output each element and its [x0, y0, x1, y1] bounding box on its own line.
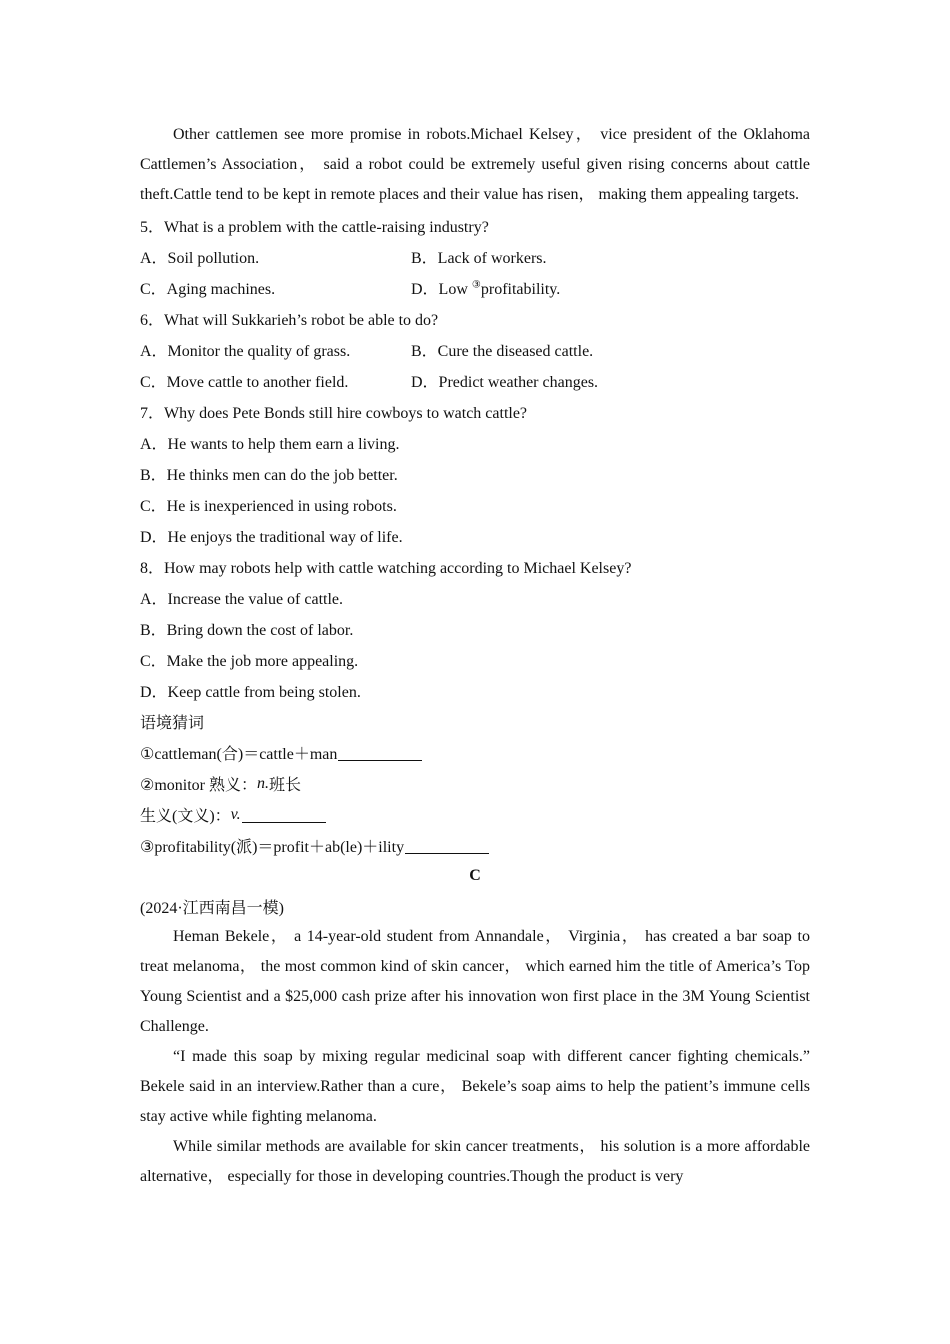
question-7-option-b[interactable]: B．He thinks men can do the job better.	[140, 467, 398, 484]
vocab-item-4: ③profitability(派)＝profit＋ab(le)＋ility	[140, 830, 810, 861]
question-8-option-b[interactable]: B．Bring down the cost of labor.	[140, 622, 354, 639]
question-5-option-d[interactable]: D．Low ③profitability.	[411, 279, 561, 298]
question-5-option-c[interactable]: C．Aging machines.	[140, 281, 276, 298]
passage-c-paragraph-1: Heman Bekele， a 14-year-old student from Annandale， Virginia， has created a bar soap to treat melanoma， the most common kind of skin cancer， which earned him the title of America’s Top Young Scientist and a $25,000 cash prize after his innovation won first place in the 3M Young Scientist Challenge.	[140, 928, 810, 1035]
question-6-option-a[interactable]: A．Monitor the quality of grass.	[140, 343, 351, 360]
vocab-item-3: 生义(文义)： v.	[140, 799, 810, 830]
question-6-stem: 6．What will Sukkarieh’s robot be able to do?	[140, 312, 439, 329]
question-8-option-a[interactable]: A．Increase the value of cattle.	[140, 591, 344, 608]
question-8-stem: 8．How may robots help with cattle watching according to Michael Kelsey?	[140, 560, 632, 577]
question-8-option-d[interactable]: D．Keep cattle from being stolen.	[140, 684, 361, 701]
answer-blank[interactable]	[242, 806, 326, 823]
question-7-stem: 7．Why does Pete Bonds still hire cowboys to watch cattle?	[140, 405, 528, 422]
question-5-options-row-2	[140, 272, 810, 303]
question-7-option-d[interactable]: D．He enjoys the traditional way of life.	[140, 529, 403, 546]
answer-blank[interactable]	[338, 744, 422, 761]
question-7-option-c[interactable]: C．He is inexperienced in using robots.	[140, 498, 397, 515]
question-5-option-a[interactable]: A．Soil pollution.	[140, 250, 260, 267]
passage-c-paragraph-2: “I made this soap by mixing regular medicinal soap with different cancer fighting chemicals.” Bekele said in an interview.Rather than a cure， Bekele’s soap aims to help the patient’s immune cells stay active while fighting melanoma.	[140, 1048, 810, 1125]
question-8-option-c[interactable]: C．Make the job more appealing.	[140, 653, 359, 670]
passage-c-source: (2024·江西南昌一模)	[140, 900, 284, 917]
vocab-heading: 语境猜词	[140, 715, 205, 732]
passage-b-final-paragraph: Other cattlemen see more promise in robots.Michael Kelsey， vice president of the Oklahoma Cattlemen’s Association， said a robot could be extremely useful given rising concerns about cattle theft.Cattle tend to be kept in remote places and their value has risen， making them appealing targets.	[140, 126, 810, 203]
document-page	[140, 120, 810, 1192]
question-6-option-c[interactable]: C．Move cattle to another field.	[140, 374, 349, 391]
question-6-options-row-1	[140, 334, 810, 365]
question-6-options-row-2	[140, 365, 810, 396]
vocab-item-1: ①cattleman(合)＝cattle＋man	[140, 737, 810, 768]
passage-c-paragraph-3: While similar methods are available for skin cancer treatments， his solution is a more affordable alternative， especially for those in developing countries.Though the product is very	[140, 1138, 810, 1185]
question-7-option-a[interactable]: A．He wants to help them earn a living.	[140, 436, 400, 453]
passage-c-label: C	[469, 867, 481, 884]
question-6-option-b[interactable]: B．Cure the diseased cattle.	[411, 343, 594, 360]
question-5-stem: 5．What is a problem with the cattle-raising industry?	[140, 219, 489, 236]
question-5-option-b[interactable]: B．Lack of workers.	[411, 250, 547, 267]
footnote-marker: ③	[471, 279, 481, 291]
vocab-item-2: ②monitor 熟义： n. 班长	[140, 774, 302, 794]
question-5-options-row-1	[140, 241, 810, 272]
question-6-option-d[interactable]: D．Predict weather changes.	[411, 374, 599, 391]
answer-blank[interactable]	[405, 837, 489, 854]
